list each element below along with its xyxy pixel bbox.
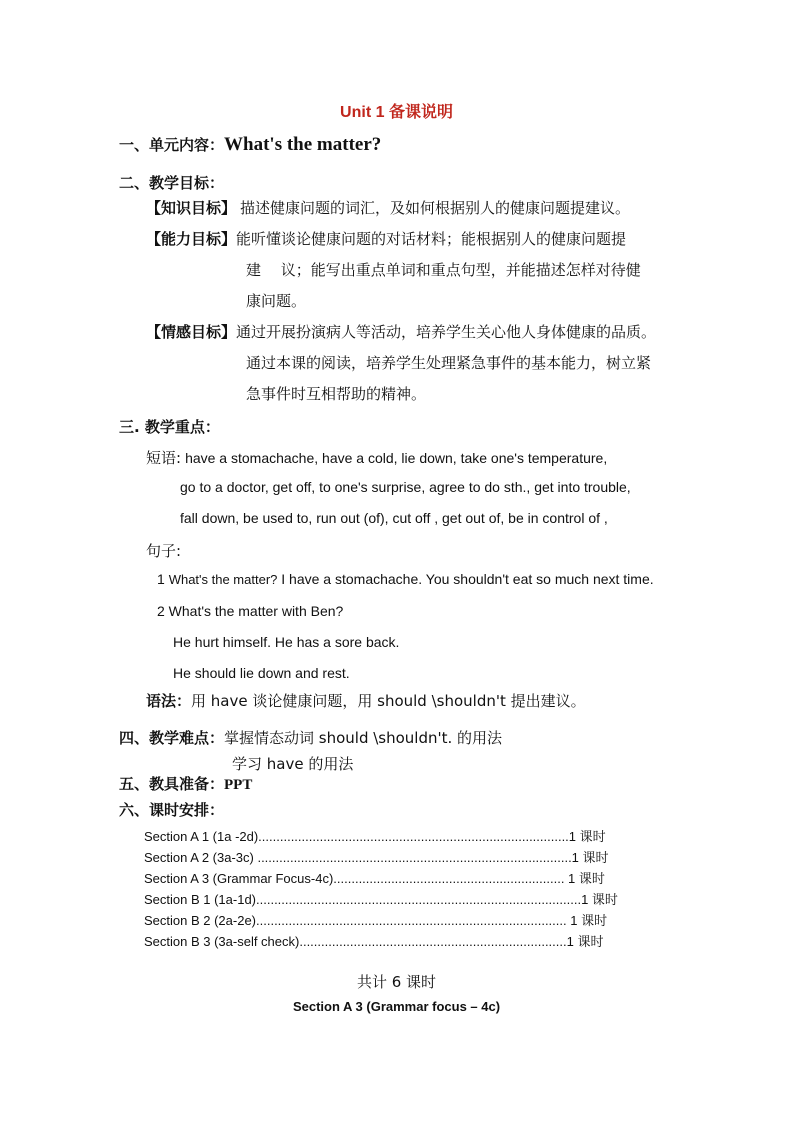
ability-line-3: 康问题。 xyxy=(246,292,307,310)
difficulty-label: 四、教学难点： xyxy=(119,729,225,747)
ability-text: 能听懂谈论健康问题的对话材料；能根据别人的健康问题提 xyxy=(236,230,627,248)
emotion-text: 通过开展扮演病人等活动，培养学生关心他人身体健康的品质。 xyxy=(236,323,657,341)
phrases-line-1: have a stomachache, have a cold, lie down, take one's temperature, xyxy=(185,450,608,466)
teaching-aids-value: PPT xyxy=(224,777,253,793)
sentence-1-answer: I have a stomachache. You shouldn't eat so much next time. xyxy=(281,571,654,587)
emotion-line-2: 通过本课的阅读，培养学生处理紧急事件的基本能力，树立紧 xyxy=(246,354,652,372)
sentence-1 xyxy=(157,571,654,587)
objectives-heading: 二、教学目标： xyxy=(119,174,225,192)
knowledge-text: 描述健康问题的词汇，及如何根据别人的健康问题提建议。 xyxy=(240,199,631,217)
unit-content-value: What's the matter? xyxy=(224,134,382,155)
schedule-row: Section B 3 (3a-self check)..........................................................................1 课时 xyxy=(144,934,604,949)
difficulty-text: 掌握情态动词 should \shouldn't. 的用法 xyxy=(224,729,503,747)
schedule-row: Section B 1 (1a-1d)..........................................................................................1 课时 xyxy=(144,892,618,907)
phrases-line-3: fall down, be used to, run out (of), cut off , get out of, be in control of , xyxy=(180,510,608,526)
emotion-label: 【情感目标】 xyxy=(146,323,237,341)
grammar-row xyxy=(146,690,586,711)
emotion-line-3: 急事件时互相帮助的精神。 xyxy=(246,385,427,403)
grammar-text: 用 have 谈论健康问题，用 should \shouldn't 提出建议。 xyxy=(191,692,586,710)
phrases-line-2: go to a doctor, get off, to one's surprise, agree to do sth., get into trouble, xyxy=(180,479,631,495)
knowledge-objective xyxy=(146,197,630,218)
sentence-1-question: What's the matter? xyxy=(168,572,278,587)
ability-objective xyxy=(146,228,626,249)
ability-line-2: 建 议；能写出重点单词和重点句型，并能描述怎样对待健 xyxy=(246,261,641,279)
sentence-1-number: 1 xyxy=(157,571,165,587)
grammar-label: 语法： xyxy=(146,692,192,710)
schedule-row: Section A 1 (1a -2d)......................................................................................1 课时 xyxy=(144,829,606,844)
section-footer-title: Section A 3 (Grammar focus – 4c) xyxy=(292,999,501,1014)
schedule-row: Section A 2 (3a-3c) .......................................................................................1 课时 xyxy=(144,850,609,865)
key-points-heading: 三. 教学重点： xyxy=(119,418,220,436)
schedule-heading: 六、课时安排： xyxy=(119,801,225,819)
sentences-label: 句子: xyxy=(146,542,182,560)
schedule-row: Section A 3 (Grammar Focus-4c)................................................................ 1 课时 xyxy=(144,871,605,886)
unit-content-row xyxy=(119,134,381,156)
sentence-2-answer-1: He hurt himself. He has a sore back. xyxy=(173,634,400,650)
ability-label: 【能力目标】 xyxy=(146,230,237,248)
phrases-label: 短语: xyxy=(146,449,182,467)
sentence-2: 2 What's the matter with Ben? xyxy=(157,603,344,619)
difficulty-line-2: 学习 have 的用法 xyxy=(232,755,354,773)
knowledge-label: 【知识目标】 xyxy=(146,199,237,217)
teaching-aids-label: 五、教具准备： xyxy=(119,775,225,793)
page-title: Unit 1 备课说明 xyxy=(340,104,453,121)
difficulty-row xyxy=(119,727,502,748)
schedule-row: Section B 2 (2a-2e)...................................................................................... 1 课时 xyxy=(144,913,608,928)
total-lessons: 共计 6 课时 xyxy=(356,973,437,991)
phrases-row xyxy=(146,447,607,468)
emotion-objective xyxy=(146,321,656,342)
sentence-2-answer-2: He should lie down and rest. xyxy=(173,665,350,681)
teaching-aids-row xyxy=(119,773,252,794)
unit-content-label: 一、单元内容： xyxy=(119,136,225,154)
